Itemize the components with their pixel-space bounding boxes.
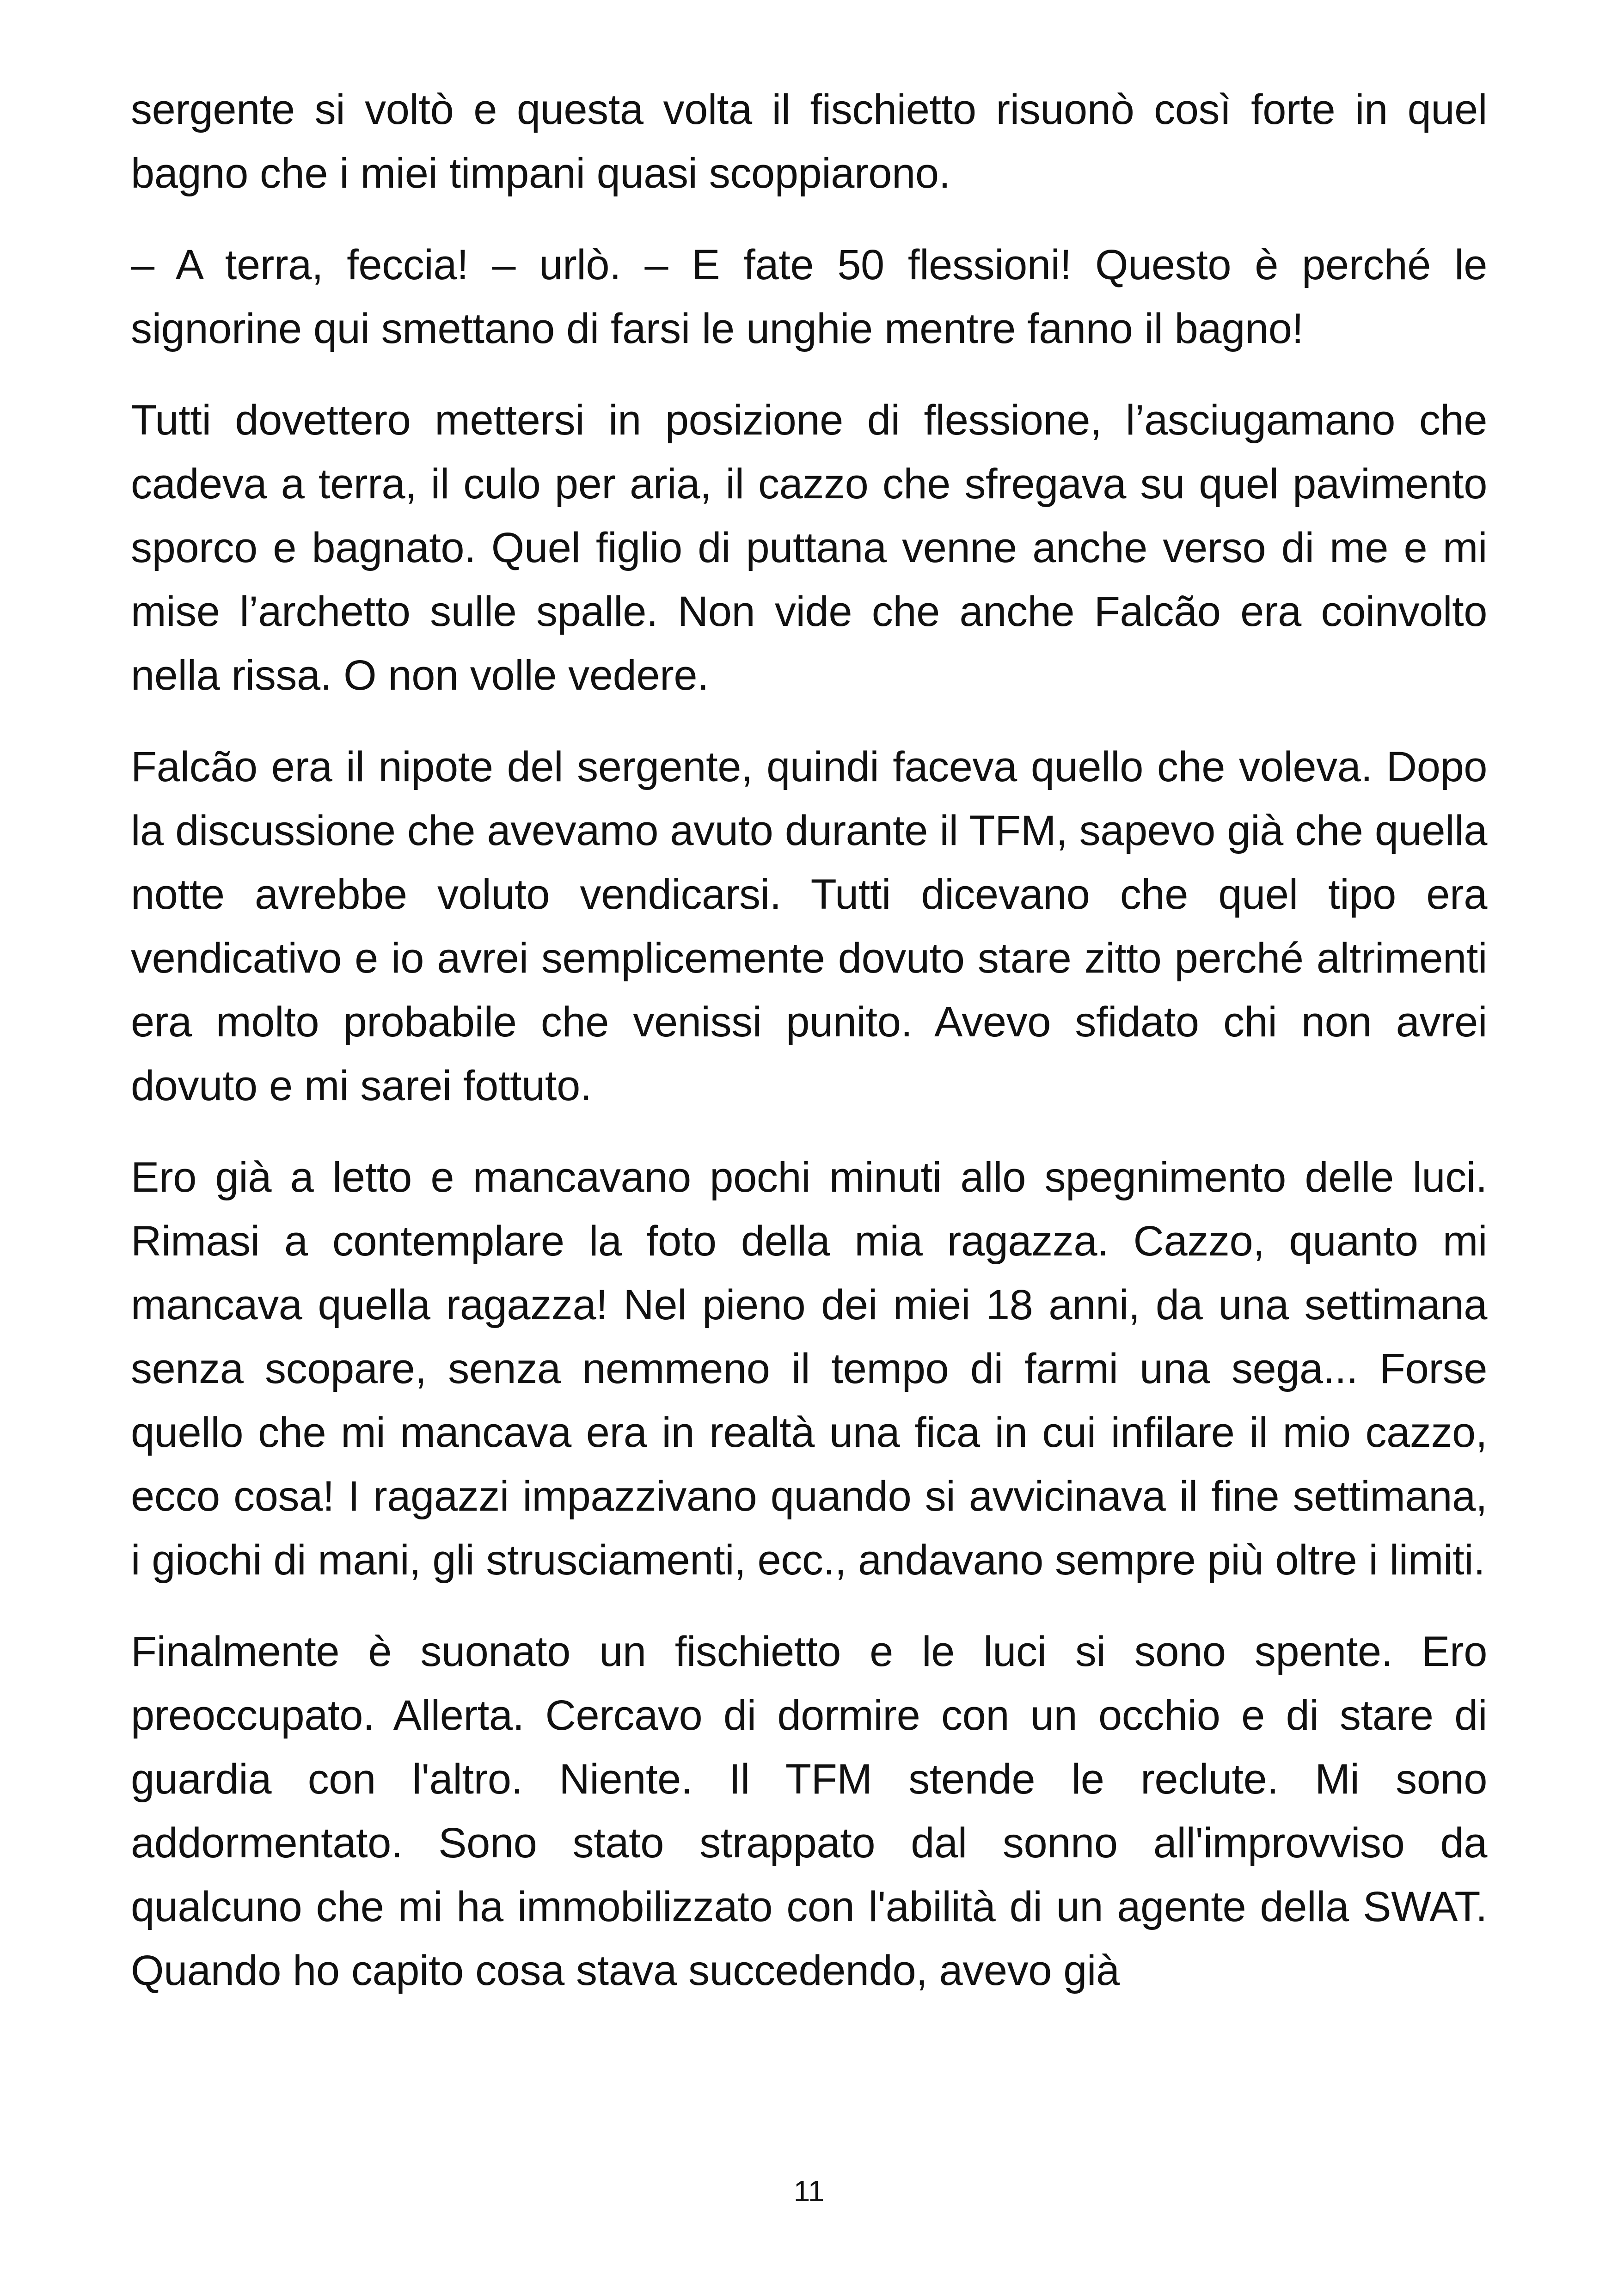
paragraph-3: Tutti dovettero mettersi in posizione di flessione, l’asciugamano che cadeva a terra, il culo per aria, il cazzo che sfregava su quel pavimento sporco e bagnato. Quel figlio di puttana venne anche verso di me e mi mise l’archetto sulle spalle. Non vide che anche Falcão era coinvolto nella rissa. O non volle vedere. [131, 397, 1487, 699]
paragraph-4: Falcão era il nipote del sergente, quindi faceva quello che voleva. Dopo la discussione che avevamo avuto durante il TFM, sapevo già che quella notte avrebbe voluto vendicarsi. Tutti dicevano che quel tipo era vendicativo e io avrei semplicemente dovuto stare zitto perché altrimenti era molto probabile che venissi punito. Avevo sfidato chi non avrei dovuto e mi sarei fottuto. [131, 743, 1487, 1109]
paragraph-1: sergente si voltò e questa volta il fischietto risuonò così forte in quel bagno che i miei timpani quasi scoppiarono. [131, 86, 1487, 197]
body-text [131, 78, 1487, 2030]
paragraph-5: Ero già a letto e mancavano pochi minuti allo spegnimento delle luci. Rimasi a contemplare la foto della mia ragazza. Cazzo, quanto mi mancava quella ragazza! Nel pieno dei miei 18 anni, da una settimana senza scopare, senza nemmeno il tempo di farmi una sega... Forse quello che mi mancava era in realtà una fica in cui infilare il mio cazzo, ecco cosa! I ragazzi impazzivano quando si avvicinava il fine settimana, i giochi di mani, gli strusciamenti, ecc., andavano sempre più oltre i limiti. [131, 1154, 1487, 1584]
paragraph-2: – A terra, feccia! – urlò. – E fate 50 flessioni! Questo è perché le signorine qui smettano di farsi le unghie mentre fanno il bagno! [131, 241, 1487, 352]
page-number: 11 [793, 2174, 825, 2208]
paragraph-6: Finalmente è suonato un fischietto e le luci si sono spente. Ero preoccupato. Allerta. Cercavo di dormire con un occhio e di stare di guardia con l'altro. Niente. Il TFM stende le reclute. Mi sono addormentato. Sono stato strappato dal sonno all'improvviso da qualcuno che mi ha immobilizzato con l'abilità di un agente della SWAT. Quando ho capito cosa stava succedendo, avevo già [131, 1628, 1487, 1994]
